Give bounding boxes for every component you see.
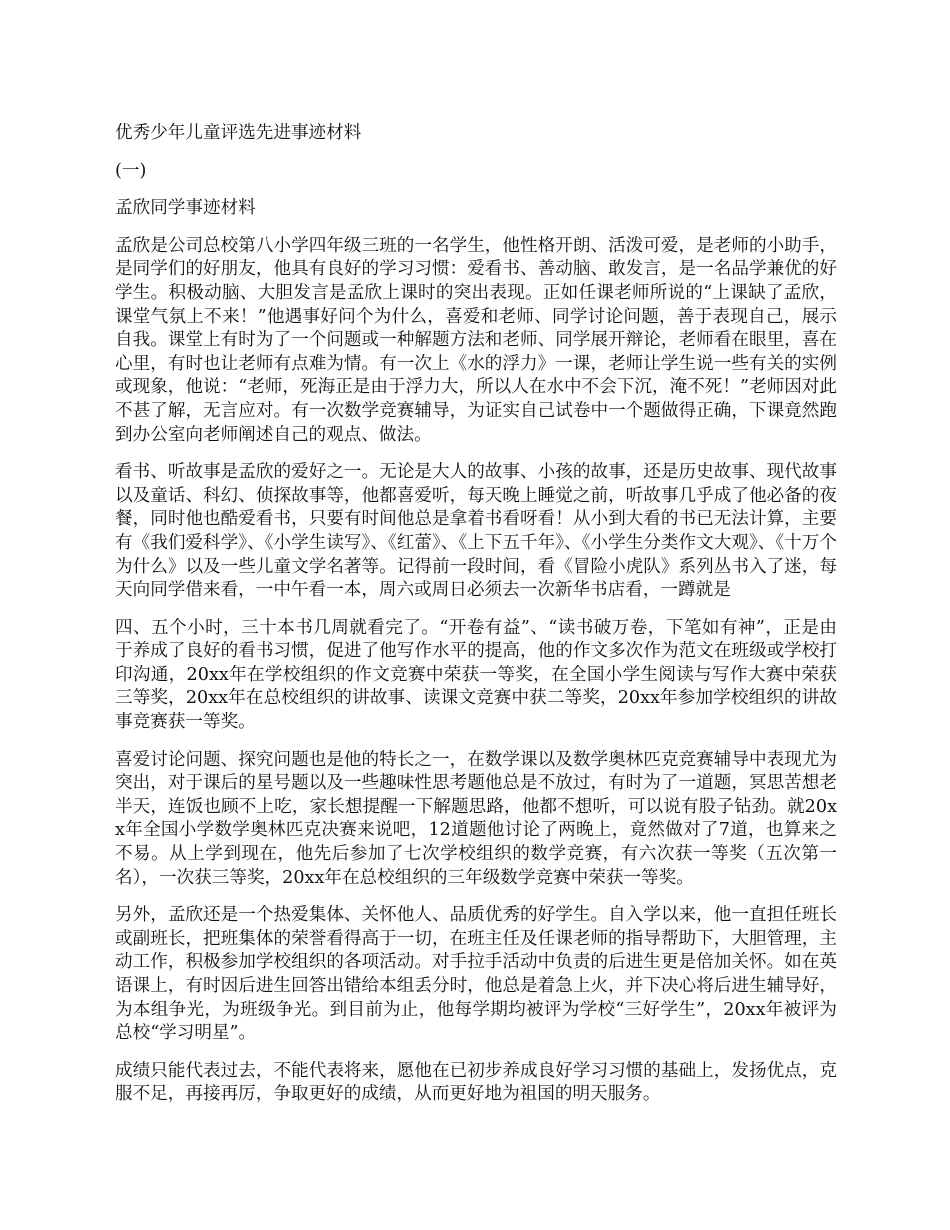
document-subtitle: 孟欣同学事迹材料 — [115, 198, 256, 219]
document-title: 优秀少年儿童评选先进事迹材料 — [115, 123, 362, 143]
paragraph-4: 喜爱讨论问题、探究问题也是他的特长之一，在数学课以及数学奥林匹克竞赛辅导中表现尤为突出，对于课后的星号题以及一些趣味性思考题他总是不放过，有时为了一道题，冥思苦想老半天，连饭也顾不上吃，家长想提醒一下解题思路，他都不想听，可以说有股子钻劲。就20xx年全国小学数学奥林匹克决赛来说吧，12道题他讨论了两晚上，竟然做对了7道，也算来之不易。从上学到现在，他先后参加了七次学校组织的数学竞赛，有六次获一等奖（五次第一名），一次获三等奖，20xx年在总校组织的三年级数学竞赛中荣获一等奖。 — [115, 749, 837, 888]
section-number: (一) — [115, 160, 147, 181]
paragraph-5: 另外，孟欣还是一个热爱集体、关怀他人、品质优秀的好学生。自入学以来，他一直担任班长或副班长，把班集体的荣誉看得高于一切，在班主任及任课老师的指导帮助下，大胆管理，主动工作，积极参加学校组织的各项活动。对手拉手活动中负责的后进生更是倍加关怀。如在英语课上，有时因后进生回答出错给本组丢分时，他总是着急上火，并下决心将后进生辅导好，为本组争光，为班级争光。到目前为止，他每学期均被评为学校“三好学生”，20xx年被评为总校“学习明星”。 — [115, 905, 837, 1044]
paragraph-2: 看书、听故事是孟欣的爱好之一。无论是大人的故事、小孩的故事，还是历史故事、现代故事以及童话、科幻、侦探故事等，他都喜爱听，每天晚上睡觉之前，听故事几乎成了他必备的夜餐，同时他也酷爱看书，只要有时间他总是拿着书看呀看！从小到大看的书已无法计算，主要有《我们爱科学》、《小学生读写》、《红蕾》、《上下五千年》、《小学生分类作文大观》、《十万个为什么》以及一些儿童文学名著等。记得前一段时间，看《冒险小虎队》系列丛书入了迷，每天向同学借来看，一中午看一本，周六或周日必须去一次新华书店看，一蹲就是 — [115, 462, 837, 601]
document-page — [115, 122, 837, 1121]
paragraph-6: 成绩只能代表过去，不能代表将来，愿他在已初步养成良好学习习惯的基础上，发扬优点，克服不足，再接再厉，争取更好的成绩，从而更好地为祖国的明天服务。 — [115, 1060, 837, 1105]
paragraph-1: 孟欣是公司总校第八小学四年级三班的一名学生，他性格开朗、活泼可爱，是老师的小助手，是同学们的好朋友，他具有良好的学习习惯：爱看书、善动脑、敢发言，是一名品学兼优的好学生。积极动脑、大胆发言是孟欣上课时的突出表现。正如任课老师所说的“上课缺了孟欣，课堂气氛上不来！”他遇事好问个为什么，喜爱和老师、同学讨论问题，善于表现自己，展示自我。课堂上有时为了一个问题或一种解题方法和老师、同学展开辩论，老师看在眼里，喜在心里，有时也让老师有点难为情。有一次上《水的浮力》一课，老师让学生说一些有关的实例或现象，他说：“老师，死海正是由于浮力大，所以人在水中不会下沉，淹不死！”老师因对此不甚了解，无言应对。有一次数学竞赛辅导，为证实自己试卷中一个题做得正确，下课竟然跑到办公室向老师阐述自己的观点、做法。 — [115, 235, 837, 445]
paragraph-3: 四、五个小时，三十本书几周就看完了。“开卷有益”、“读书破万卷，下笔如有神”，正是由于养成了良好的看书习惯，促进了他写作水平的提高，他的作文多次作为范文在班级或学校打印沟通，20xx年在学校组织的作文竞赛中荣获一等奖，在全国小学生阅读与写作大赛中荣获三等奖，20xx年在总校组织的讲故事、读课文竞赛中获二等奖，20xx年参加学校组织的讲故事竞赛获一等奖。 — [115, 617, 837, 733]
